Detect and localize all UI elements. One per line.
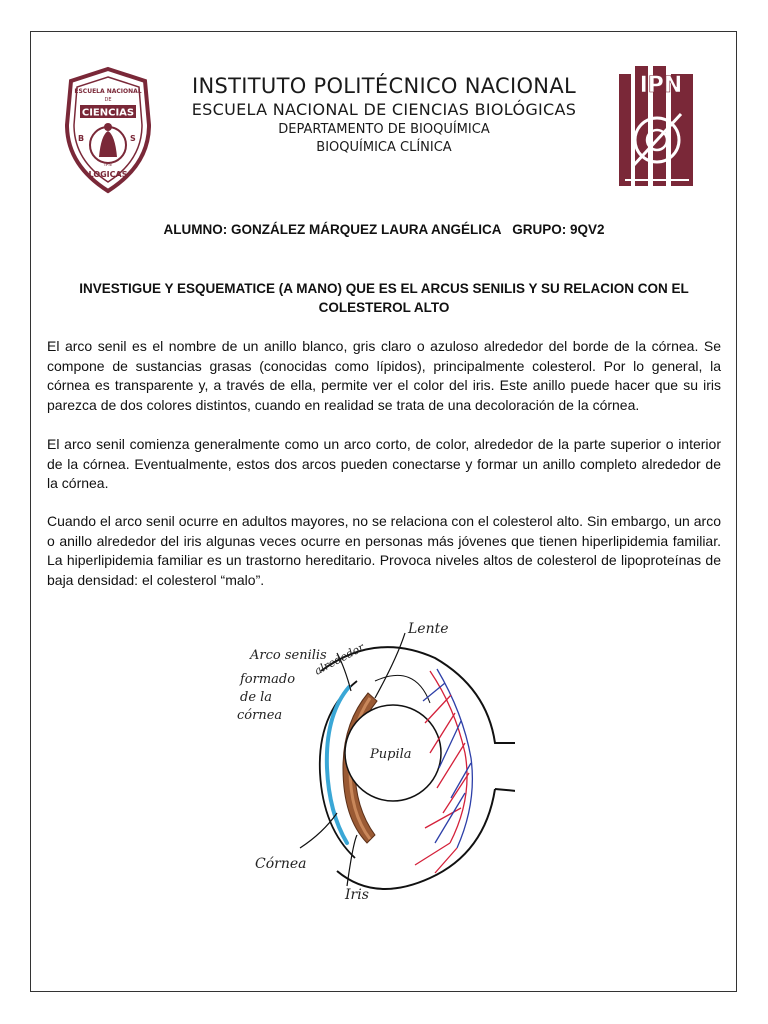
label-iris: Iris <box>345 887 369 903</box>
svg-text:S: S <box>130 134 136 143</box>
task-title: INVESTIGUE Y ESQUEMATICE (A MANO) QUE ES EL ARCUS SENILIS Y SU RELACION CON EL COLESTEROL ALTO <box>79 281 689 315</box>
label-cornea: Córnea <box>255 856 307 872</box>
svg-text:B: B <box>78 134 85 143</box>
svg-text:DE: DE <box>104 97 112 103</box>
course-title: BIOQUÍMICA CLÍNICA <box>316 140 452 155</box>
label-arco-1: Arco senilis <box>250 648 327 663</box>
paragraph-1: El arco senil es el nombre de un anillo blanco, gris claro o azuloso alrededor del borde de la córnea. Se compone de sustancias grasas (conocidas como lípidos), principalmente colesterol. Por lo general, la córnea es transparente y, a través de ella, permite ver el color del iris. Este anillo puede hacer que su iris parezca de dos colores distintos, cuando en realidad se trata de una decoloración de la córnea. <box>47 338 721 413</box>
label-arco-2: alrededor <box>312 640 367 678</box>
svg-text:IPN: IPN <box>639 73 683 98</box>
label-pupila: Pupila <box>370 747 412 762</box>
department-title: DEPARTAMENTO DE BIOQUÍMICA <box>278 122 490 137</box>
encb-logo <box>63 65 153 195</box>
label-arco-3: formado <box>240 672 296 687</box>
label-lente: Lente <box>408 621 449 637</box>
institution-title: INSTITUTO POLITÉCNICO NACIONAL <box>192 74 576 98</box>
svg-text:IPN: IPN <box>104 163 112 168</box>
svg-text:LOGICAS: LOGICAS <box>88 170 128 179</box>
paragraph-2: El arco senil comienza generalmente como un arco corto, de color, alrededor de la parte superior o interior de la córnea. Eventualmente, estos dos arcos pueden conectarse y formar un anillo completo alrededor de la córnea. <box>47 436 721 491</box>
label-arco-4: de la <box>240 690 273 705</box>
student-line: ALUMNO: GONZÁLEZ MÁRQUEZ LAURA ANGÉLICA GRUPO: 9QV2 <box>163 222 605 237</box>
ipn-logo <box>613 62 700 192</box>
school-title: ESCUELA NACIONAL DE CIENCIAS BIOLÓGICAS <box>191 100 577 119</box>
label-arco-5: córnea <box>237 708 283 723</box>
svg-text:CIENCIAS: CIENCIAS <box>81 107 135 119</box>
svg-text:ESCUELA NACIONAL: ESCUELA NACIONAL <box>74 88 142 95</box>
eye-diagram <box>225 603 515 923</box>
paragraph-3: Cuando el arco senil ocurre en adultos mayores, no se relaciona con el colesterol alto. Sin embargo, un arco o anillo alrededor del iris algunas veces ocurre en personas más jóvenes que tienen hiperlipidemia familiar. La hiperlipidemia familiar es un trastorno hereditario. Provoca niveles altos de colesterol de lipoproteínas de baja densidad: el colesterol “malo”. <box>47 513 721 588</box>
